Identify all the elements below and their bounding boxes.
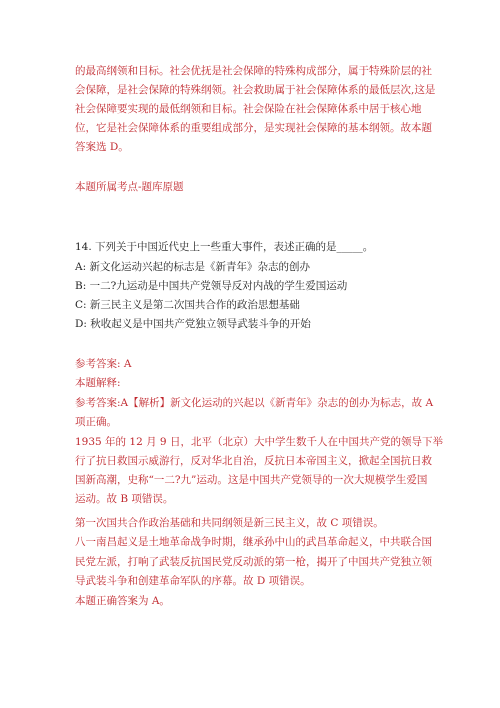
option-a: A: 新文化运动兴起的标志是《新青年》杂志的创办 [75, 261, 310, 273]
final-answer-line: 本题正确答案为 A。 [75, 595, 170, 607]
option-b: B: 一二?九运动是中国共产党领导反对内战的学生爱国运动 [75, 280, 348, 292]
prev-explanation-line: 的最高纲领和目标。社会优抚是社会保障的特殊构成部分，属于特殊阶层的社 [75, 65, 432, 77]
prev-explanation-line: 会保障，是社会保障的特殊纲领。社会救助属于社会保障体系的最低层次,这是 [75, 84, 436, 96]
analysis-line: 参考答案:A【解析】新文化运动的兴起以《新青年》杂志的创办为标志，故 A [75, 397, 434, 409]
analysis-line: 项正确。 [75, 416, 117, 428]
analysis-line: 运动。故 B 项错误。 [75, 493, 174, 505]
question-stem: 14. 下列关于中国近代史上一些重大事件，表述正确的是_____。 [75, 241, 374, 253]
analysis-line: 导武装斗争和创建革命军队的序幕。故 D 项错误。 [75, 575, 311, 587]
analysis-line: 1935 年的 12 月 9 日，北平（北京）大中学生数千人在中国共产党的领导下举 [75, 436, 443, 448]
option-d: D: 秋收起义是中国共产党独立领导武装斗争的开始 [75, 318, 311, 330]
analysis-label: 本题解释: [75, 377, 121, 389]
prev-explanation-line: 答案选 D。 [75, 141, 129, 153]
analysis-line: 民党左派，打响了武装反抗国民党反动派的第一枪，揭开了中国共产党独立领 [75, 556, 432, 568]
analysis-line: 行了抗日救国示威游行，反对华北自治，反抗日本帝国主义，掀起全国抗日救 [75, 455, 432, 467]
option-c: C: 新三民主义是第二次国共合作的政治思想基础 [75, 299, 300, 311]
analysis-line: 国新高潮，史称“一二?九”运动。这是中国共产党领导的一次大规模学生爱国 [75, 474, 428, 486]
prev-explanation-line: 社会保障要实现的最低纲领和目标。社会保险在社会保障体系中居于核心地 [75, 103, 422, 115]
analysis-line: 第一次国共合作政治基础和共同纲领是新三民主义，故 C 项错误。 [75, 517, 384, 529]
source-note: 本题所属考点-题库原题 [75, 181, 184, 193]
analysis-line: 八一南昌起义是土地革命战争时期，继承孙中山的武昌革命起义，中共联合国 [75, 536, 432, 548]
reference-answer: 参考答案: A [75, 358, 132, 370]
prev-explanation-line: 位，它是社会保障体系的重要组成部分，是实现社会保障的基本纲领。故本题 [75, 122, 432, 134]
